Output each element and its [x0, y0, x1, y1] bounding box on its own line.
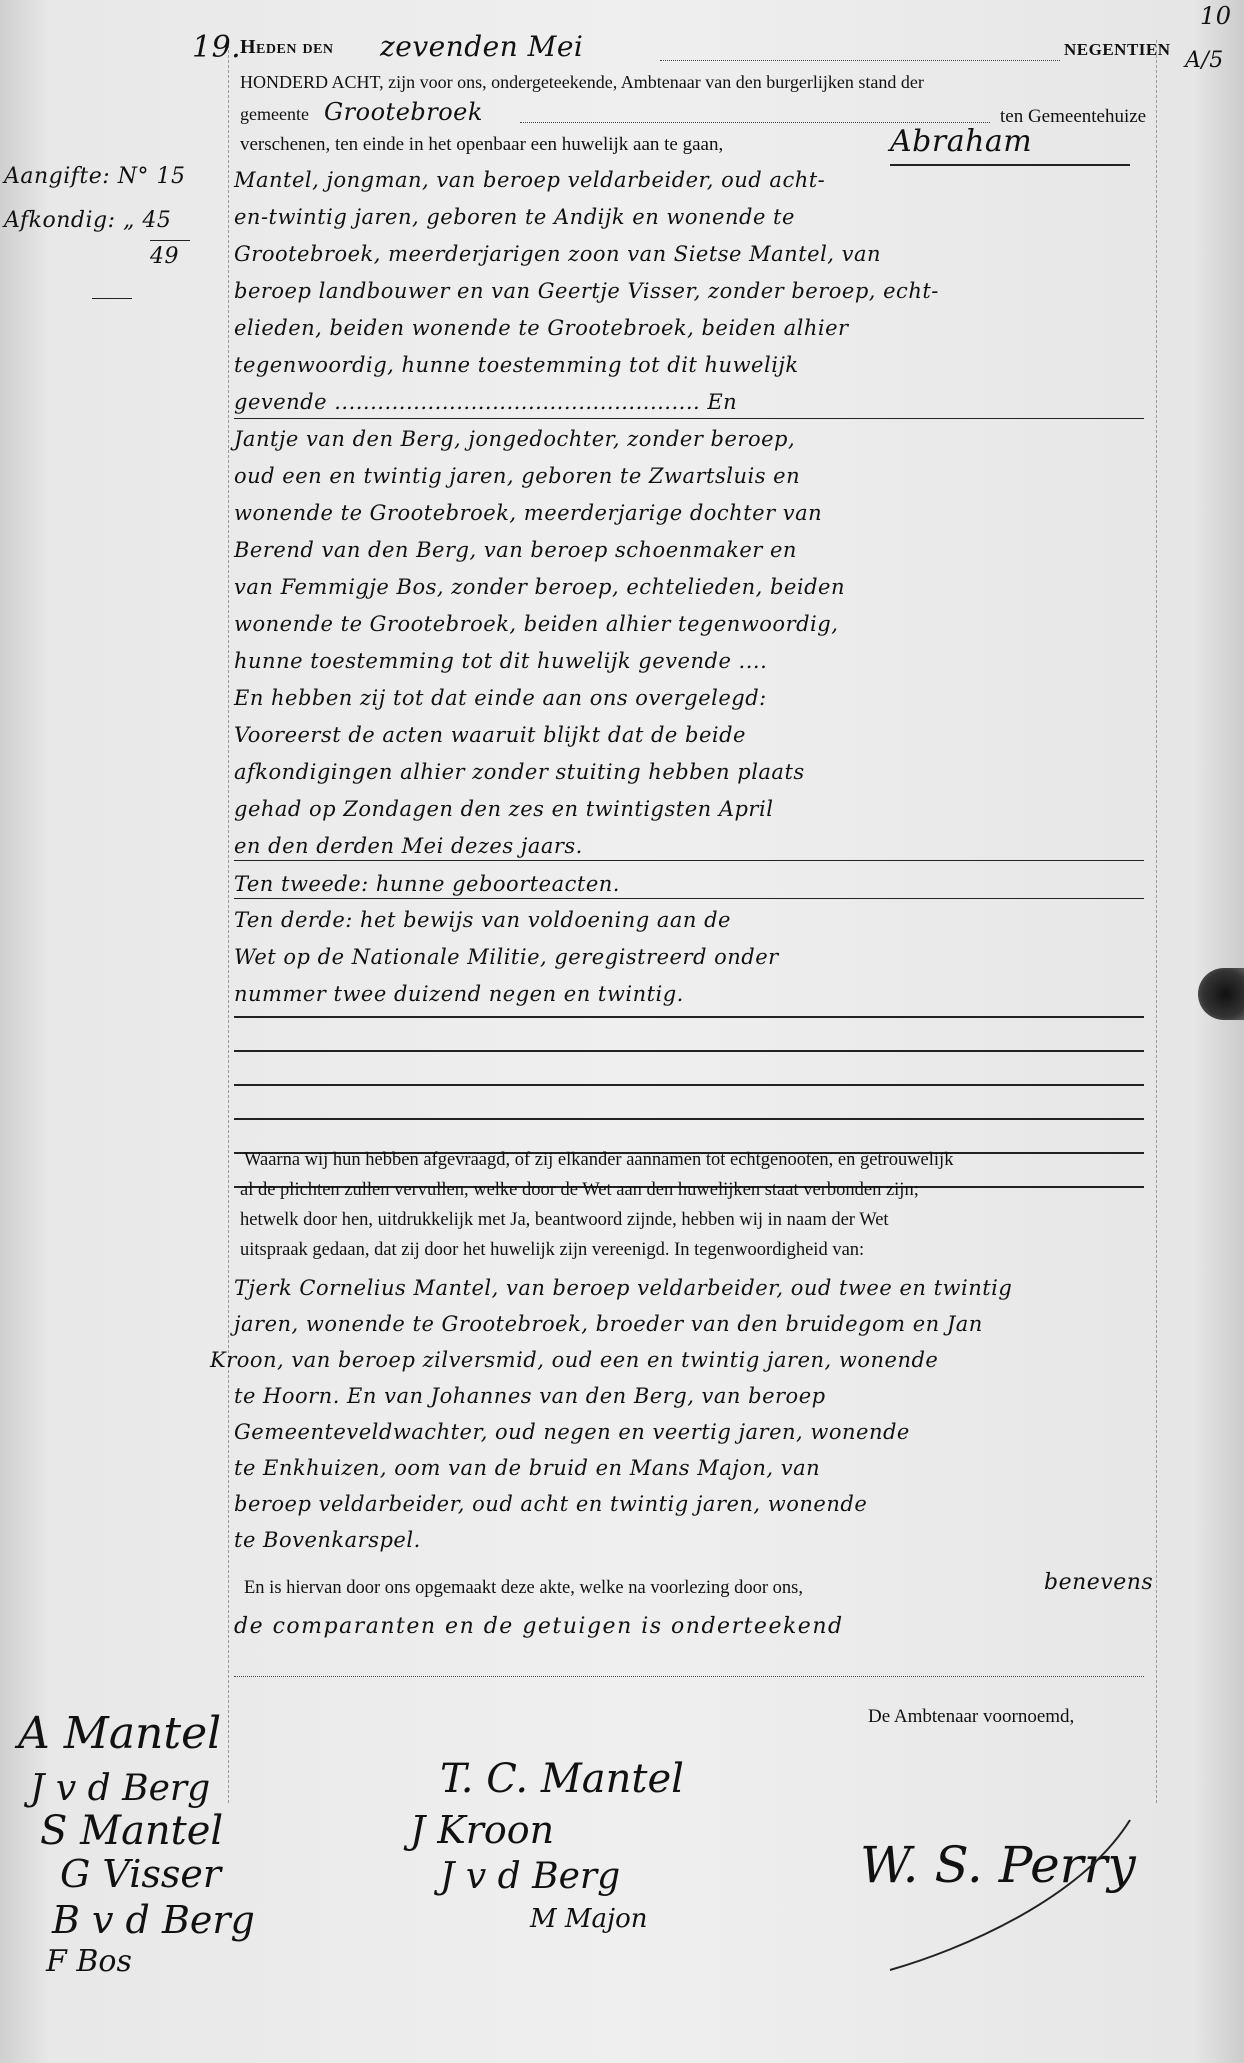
date-hand: zevenden Mei: [380, 30, 584, 63]
binder-clip: [1198, 968, 1244, 1020]
witness-line: te Bovenkarspel.: [234, 1528, 421, 1552]
witness-line: Gemeenteveldwachter, oud negen en veertig jaren, wonende: [234, 1420, 910, 1444]
printed-line: uitspraak gedaan, dat zij door het huwelijk zijn vereenigd. In tegenwoordigheid van:: [240, 1240, 865, 1260]
groom-first-name: Abraham: [890, 124, 1033, 159]
body-line: Vooreerst de acten waaruit blijkt dat de beide: [234, 723, 746, 747]
separator-rule: [234, 860, 1144, 861]
signature: S Mantel: [40, 1808, 224, 1854]
ten-gemeentehuize: ten Gemeentehuize: [1000, 106, 1147, 127]
blank-line: [234, 1016, 1144, 1018]
body-line: Ten tweede: hunne geboorteacten.: [234, 872, 620, 896]
printed-line: hetwelk door hen, uitdrukkelijk met Ja, beantwoord zijnde, hebben wij in naam der Wet: [240, 1210, 889, 1230]
bride-name-line: Jantje van den Berg, jongedochter, zonder beroep,: [234, 427, 796, 451]
closing-hand-line: de comparanten en de getuigen is onderteekend: [234, 1614, 844, 1639]
body-line: oud een en twintig jaren, geboren te Zwartsluis en: [234, 464, 801, 488]
margin-sum-line: [150, 240, 190, 241]
body-line: en den derden Mei dezes jaars.: [234, 834, 583, 858]
body-line: tegenwoordig, hunne toestemming tot dit huwelijk: [234, 353, 799, 377]
witness-line: te Enkhuizen, oom van de bruid en Mans Majon, van: [234, 1456, 821, 1480]
body-line: hunne toestemming tot dit huwelijk gevende ....: [234, 649, 768, 673]
act-number: 19.: [192, 30, 242, 65]
witness-line: Kroon, van beroep zilversmid, oud een en twintig jaren, wonende: [210, 1348, 939, 1372]
closing-hand-end: benevens: [1044, 1570, 1154, 1595]
signature: T. C. Mantel: [440, 1756, 684, 1802]
heden-den: [240, 36, 334, 59]
body-line: wonende te Grootebroek, meerderjarige dochter van: [234, 501, 823, 525]
margin-aangifte: Aangifte: N° 15: [4, 164, 186, 189]
body-line: gevende ................................................... En: [234, 390, 738, 414]
signature: J v d Berg: [30, 1768, 211, 1809]
honderd-acht-line: HONDERD ACHT, zijn voor ons, ondergeteekende, Ambtenaar van den burgerlijken stand der: [240, 72, 924, 92]
printed-line: al de plichten zullen vervullen, welke door de Wet aan den huwelijken staat verbonden zijn;: [240, 1180, 919, 1200]
body-line: Wet op de Nationale Militie, geregistreerd onder: [234, 945, 779, 969]
body-line: en-twintig jaren, geboren te Andijk en wonende te: [234, 205, 795, 229]
signature: J v d Berg: [440, 1856, 621, 1897]
page-number: 10: [1200, 2, 1232, 30]
margin-guide-left: [228, 40, 229, 1803]
signature: G Visser: [60, 1852, 222, 1896]
negentien: NEGENTIEN: [1064, 40, 1171, 59]
gemeente-label: gemeente: [240, 104, 309, 124]
body-line: gehad op Zondagen den zes en twintigsten April: [234, 797, 774, 821]
margin-dash: [92, 298, 132, 299]
official-flourish: [880, 1800, 1140, 1980]
signature: J Kroon: [410, 1808, 555, 1852]
signature: M Majon: [530, 1904, 648, 1934]
body-line: nummer twee duizend negen en twintig.: [234, 982, 684, 1006]
body-line: van Femmigje Bos, zonder beroep, echtelieden, beiden: [234, 575, 845, 599]
body-line: wonende te Grootebroek, beiden alhier tegenwoordig,: [234, 612, 839, 636]
closing-printed: En is hiervan door ons opgemaakt deze akte, welke na voorlezing door ons,: [244, 1578, 803, 1598]
official-signature: W. S. Perry: [860, 1836, 1136, 1894]
verschenen-line: verschenen, ten einde in het openbaar een huwelijk aan te gaan,: [240, 134, 724, 155]
gemeente-fill-rule: [520, 122, 990, 123]
body-line: afkondigingen alhier zonder stuiting hebben plaats: [234, 760, 805, 784]
margin-afkondiging: Afkondig: „ 45: [4, 208, 172, 233]
body-line: beroep landbouwer en van Geertje Visser, zonder beroep, echt-: [234, 279, 939, 303]
body-line: Mantel, jongman, van beroep veldarbeider, oud acht-: [234, 168, 826, 192]
body-line: Ten derde: het bewijs van voldoening aan de: [234, 908, 731, 932]
page-mark: A/5: [1185, 48, 1224, 73]
signature: F Bos: [46, 1944, 132, 1979]
witness-line: te Hoorn. En van Johannes van den Berg, van beroep: [234, 1384, 826, 1408]
signature: A Mantel: [18, 1708, 222, 1759]
closing-rule: [234, 1676, 1144, 1677]
gemeente-hand: Grootebroek: [324, 98, 483, 126]
groom-underline: [890, 164, 1130, 166]
separator-rule: [234, 898, 1144, 899]
blank-line: [234, 1084, 1144, 1086]
body-line: elieden, beiden wonende te Grootebroek, beiden alhier: [234, 316, 849, 340]
witness-line: beroep veldarbeider, oud acht en twintig jaren, wonende: [234, 1492, 868, 1516]
bride-separator: [234, 418, 1144, 419]
ambtenaar-label: De Ambtenaar voornoemd,: [868, 1706, 1075, 1727]
blank-line: [234, 1050, 1144, 1052]
body-line: Berend van den Berg, van beroep schoenmaker en: [234, 538, 797, 562]
body-line: En hebben zij tot dat einde aan ons overgelegd:: [234, 686, 767, 710]
witness-line: Tjerk Cornelius Mantel, van beroep veldarbeider, oud twee en twintig: [234, 1276, 1013, 1300]
blank-line: [234, 1118, 1144, 1120]
printed-line: Waarna wij hun hebben afgevraagd, of zij elkander aannamen tot echtgenooten, en getrouwelijk: [244, 1150, 954, 1170]
margin-guide-right: [1156, 40, 1157, 1803]
body-line: Grootebroek, meerderjarigen zoon van Sietse Mantel, van: [234, 242, 882, 266]
witness-line: jaren, wonende te Grootebroek, broeder van den bruidegom en Jan: [234, 1312, 983, 1336]
heden-den-text: Heden den: [240, 36, 334, 58]
margin-total: 49: [150, 244, 179, 269]
signature: B v d Berg: [52, 1898, 255, 1942]
date-fill-rule: [660, 60, 1060, 61]
